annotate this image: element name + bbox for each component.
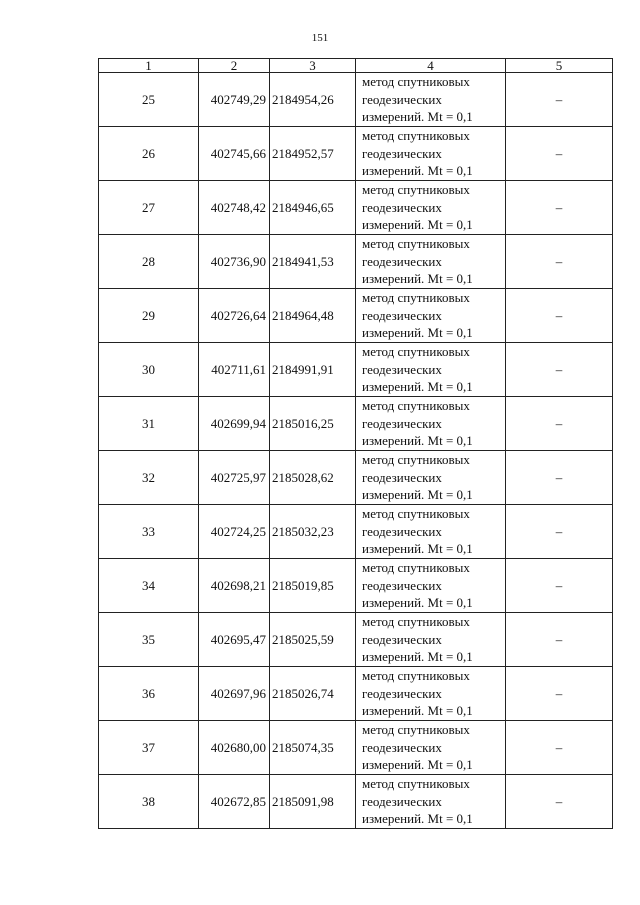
method-line-2: геодезических (362, 469, 442, 485)
table-row (99, 181, 613, 235)
point-number: 27 (99, 181, 199, 235)
method-line-2: геодезических (362, 91, 442, 107)
coordinate-x: 402695,47 (199, 613, 270, 667)
column-header-5: 5 (506, 59, 613, 73)
method-line-3: измерений. Mt = 0,1 (362, 757, 473, 773)
coordinate-y: 2185016,25 (270, 397, 356, 451)
table-row (99, 613, 613, 667)
column-5-value: – (506, 127, 613, 181)
column-5-value: – (506, 235, 613, 289)
coordinate-y: 2184954,26 (270, 73, 356, 127)
column-header-2: 2 (199, 59, 270, 73)
point-number: 36 (99, 667, 199, 721)
page-number: 151 (311, 32, 329, 44)
coordinate-x: 402748,42 (199, 181, 270, 235)
column-5-value: – (506, 559, 613, 613)
point-number: 35 (99, 613, 199, 667)
column-5-value: – (506, 667, 613, 721)
point-number: 26 (99, 127, 199, 181)
method-line-2: геодезических (362, 523, 442, 539)
table-row (99, 73, 613, 127)
method-line-3: измерений. Mt = 0,1 (362, 595, 473, 611)
coordinate-x: 402745,66 (199, 127, 270, 181)
method-description (356, 775, 506, 829)
coordinate-x: 402725,97 (199, 451, 270, 505)
method-line-2: геодезических (362, 685, 442, 701)
method-line-1: метод спутниковых (362, 74, 470, 90)
coordinate-y: 2184946,65 (270, 181, 356, 235)
method-description (356, 289, 506, 343)
point-number: 38 (99, 775, 199, 829)
coordinate-x: 402672,85 (199, 775, 270, 829)
method-line-2: геодезических (362, 739, 442, 755)
method-line-3: измерений. Mt = 0,1 (362, 649, 473, 665)
method-description (356, 721, 506, 775)
coordinate-x: 402724,25 (199, 505, 270, 559)
method-line-1: метод спутниковых (362, 344, 470, 360)
method-line-1: метод спутниковых (362, 560, 470, 576)
method-line-1: метод спутниковых (362, 398, 470, 414)
coordinate-x: 402749,29 (199, 73, 270, 127)
coordinate-y: 2185091,98 (270, 775, 356, 829)
method-line-1: метод спутниковых (362, 182, 470, 198)
coordinate-x: 402680,00 (199, 721, 270, 775)
point-number: 32 (99, 451, 199, 505)
method-line-3: измерений. Mt = 0,1 (362, 163, 473, 179)
method-line-2: геодезических (362, 199, 442, 215)
table-row (99, 721, 613, 775)
table-row (99, 451, 613, 505)
method-line-2: геодезических (362, 361, 442, 377)
column-header-4: 4 (356, 59, 506, 73)
method-line-3: измерений. Mt = 0,1 (362, 379, 473, 395)
coordinate-y: 2185032,23 (270, 505, 356, 559)
point-number: 34 (99, 559, 199, 613)
method-description (356, 73, 506, 127)
column-5-value: – (506, 505, 613, 559)
method-line-1: метод спутниковых (362, 506, 470, 522)
method-line-3: измерений. Mt = 0,1 (362, 541, 473, 557)
table-row (99, 343, 613, 397)
method-line-3: измерений. Mt = 0,1 (362, 109, 473, 125)
method-line-1: метод спутниковых (362, 128, 470, 144)
method-line-1: метод спутниковых (362, 722, 470, 738)
column-5-value: – (506, 343, 613, 397)
point-number: 37 (99, 721, 199, 775)
method-line-1: метод спутниковых (362, 776, 470, 792)
column-5-value: – (506, 721, 613, 775)
table-row (99, 289, 613, 343)
method-line-3: измерений. Mt = 0,1 (362, 325, 473, 341)
coordinate-y: 2185025,59 (270, 613, 356, 667)
method-line-2: геодезических (362, 793, 442, 809)
column-5-value: – (506, 289, 613, 343)
column-5-value: – (506, 181, 613, 235)
coordinate-x: 402697,96 (199, 667, 270, 721)
method-line-2: геодезических (362, 145, 442, 161)
coordinate-y: 2184991,91 (270, 343, 356, 397)
point-number: 33 (99, 505, 199, 559)
point-number: 29 (99, 289, 199, 343)
method-line-1: метод спутниковых (362, 668, 470, 684)
table-header-row (99, 59, 613, 73)
method-line-2: геодезических (362, 253, 442, 269)
coordinate-x: 402711,61 (199, 343, 270, 397)
coordinate-y: 2185019,85 (270, 559, 356, 613)
coordinate-y: 2185074,35 (270, 721, 356, 775)
column-5-value: – (506, 613, 613, 667)
column-5-value: – (506, 73, 613, 127)
coordinate-x: 402698,21 (199, 559, 270, 613)
method-description (356, 397, 506, 451)
coordinate-y: 2184952,57 (270, 127, 356, 181)
table-row (99, 559, 613, 613)
method-description (356, 451, 506, 505)
table-row (99, 397, 613, 451)
table-row (99, 775, 613, 829)
method-line-3: измерений. Mt = 0,1 (362, 487, 473, 503)
table-row (99, 505, 613, 559)
method-description (356, 667, 506, 721)
table-row (99, 235, 613, 289)
method-description (356, 235, 506, 289)
method-line-1: метод спутниковых (362, 236, 470, 252)
method-description (356, 127, 506, 181)
method-line-1: метод спутниковых (362, 614, 470, 630)
method-line-2: геодезических (362, 415, 442, 431)
method-description (356, 559, 506, 613)
table-row (99, 127, 613, 181)
point-number: 25 (99, 73, 199, 127)
method-description (356, 505, 506, 559)
method-line-3: измерений. Mt = 0,1 (362, 703, 473, 719)
point-number: 30 (99, 343, 199, 397)
column-header-3: 3 (270, 59, 356, 73)
coordinates-table (98, 58, 613, 829)
point-number: 31 (99, 397, 199, 451)
column-5-value: – (506, 397, 613, 451)
coordinate-y: 2184964,48 (270, 289, 356, 343)
coordinate-x: 402699,94 (199, 397, 270, 451)
method-line-2: геодезических (362, 631, 442, 647)
method-line-2: геодезических (362, 307, 442, 323)
method-line-2: геодезических (362, 577, 442, 593)
coordinate-y: 2185028,62 (270, 451, 356, 505)
coordinate-x: 402736,90 (199, 235, 270, 289)
table-row (99, 667, 613, 721)
column-5-value: – (506, 775, 613, 829)
column-header-1: 1 (99, 59, 199, 73)
coordinate-y: 2185026,74 (270, 667, 356, 721)
method-line-3: измерений. Mt = 0,1 (362, 433, 473, 449)
method-line-3: измерений. Mt = 0,1 (362, 271, 473, 287)
coordinate-x: 402726,64 (199, 289, 270, 343)
method-line-3: измерений. Mt = 0,1 (362, 811, 473, 827)
method-line-1: метод спутниковых (362, 452, 470, 468)
coordinate-y: 2184941,53 (270, 235, 356, 289)
method-description (356, 343, 506, 397)
column-5-value: – (506, 451, 613, 505)
method-line-1: метод спутниковых (362, 290, 470, 306)
method-line-3: измерений. Mt = 0,1 (362, 217, 473, 233)
table-body (99, 73, 613, 829)
point-number: 28 (99, 235, 199, 289)
method-description (356, 613, 506, 667)
method-description (356, 181, 506, 235)
